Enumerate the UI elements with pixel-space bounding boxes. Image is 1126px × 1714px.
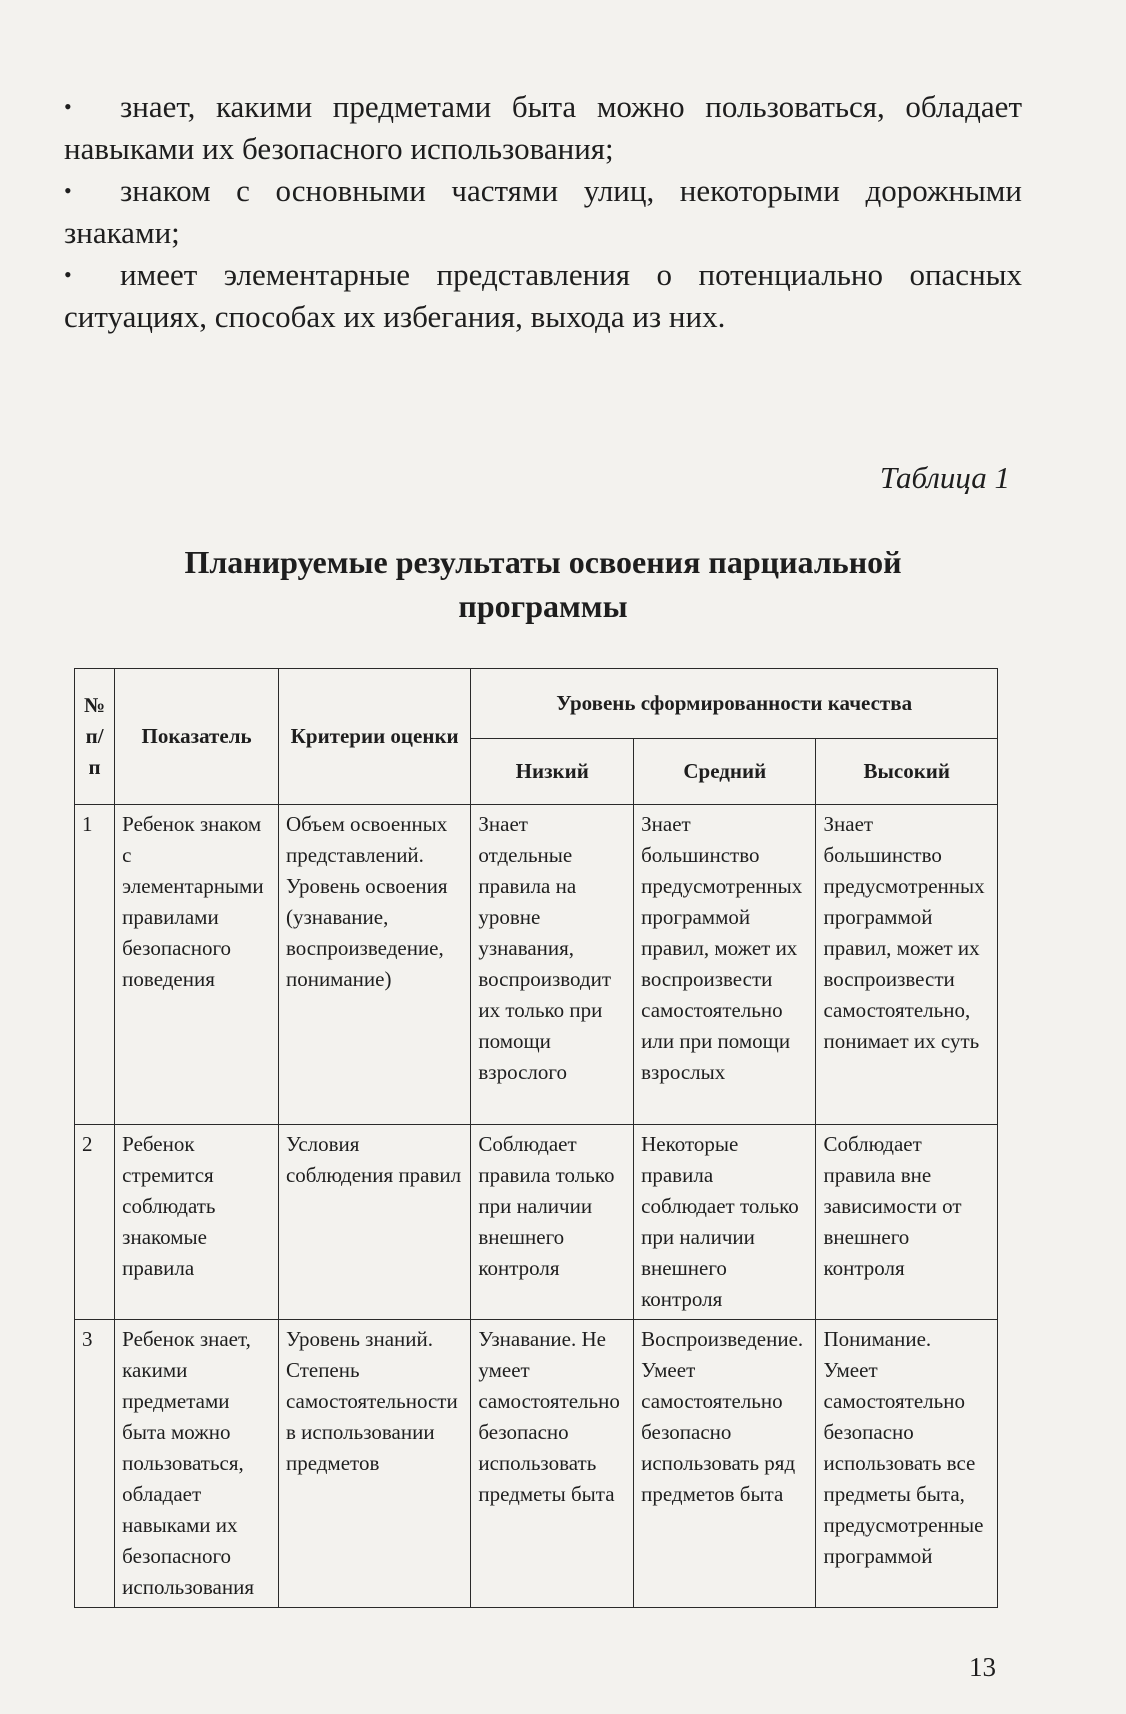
cell-criteria: Уровень знаний. Степень самостоятельности в использовании предметов	[278, 1320, 470, 1608]
cell-high: Соблюдает правила вне зависимости от внешнего контроля	[816, 1125, 998, 1320]
bullet-dot-icon: •	[64, 94, 72, 119]
cell-high: Знает большинство предусмотренных программой правил, может их воспроизвести самостоятельно, понимает их суть	[816, 805, 998, 1125]
header-mid: Средний	[634, 739, 816, 805]
cell-num: 3	[75, 1320, 115, 1608]
header-level: Уровень сформированности качества	[471, 669, 998, 739]
table-row	[75, 1320, 998, 1608]
cell-indicator: Ребенок знаком с элементарными правилами безопасного поведения	[115, 805, 279, 1125]
cell-mid: Некоторые правила соблюдает только при наличии внешнего контроля	[634, 1125, 816, 1320]
cell-low: Узнавание. Не умеет самостоятельно безопасно использовать предметы быта	[471, 1320, 634, 1608]
bullet-item: • знаком с основными частями улиц, некоторыми дорожными знаками;	[64, 170, 1022, 254]
table-header-row	[75, 669, 998, 739]
cell-criteria: Объем освоенных представлений. Уровень освоения (узнавание, воспроизведение, понимание)	[278, 805, 470, 1125]
table-row	[75, 1125, 998, 1320]
bullet-item: • знает, какими предметами быта можно пользоваться, обладает навыками их безопасного использования;	[64, 86, 1022, 170]
header-high: Высокий	[816, 739, 998, 805]
header-low: Низкий	[471, 739, 634, 805]
results-table	[74, 668, 998, 1608]
header-indicator: Показатель	[115, 669, 279, 805]
table-number-label: Таблица 1	[879, 460, 1010, 495]
cell-indicator: Ребенок знает, какими предметами быта можно пользоваться, обладает навыками их безопасного использования	[115, 1320, 279, 1608]
table-title-line: программы	[458, 588, 628, 624]
bullet-list	[64, 86, 1022, 338]
bullet-item: • имеет элементарные представления о потенциально опасных ситуациях, способах их избегания, выхода из них.	[64, 254, 1022, 338]
table-row	[75, 805, 998, 1125]
table-title-line: Планируемые результаты освоения парциальной	[184, 544, 902, 580]
cell-low: Знает отдельные правила на уровне узнавания, воспроизводит их только при помощи взрослого	[471, 805, 634, 1125]
cell-mid: Воспроизведение. Умеет самостоятельно безопасно использовать ряд предметов быта	[634, 1320, 816, 1608]
header-num: № п/п	[75, 669, 115, 805]
cell-mid: Знает большинство предусмотренных программой правил, может их воспроизвести самостоятельно или при помощи взрослых	[634, 805, 816, 1125]
cell-num: 2	[75, 1125, 115, 1320]
cell-low: Соблюдает правила только при наличии внешнего контроля	[471, 1125, 634, 1320]
cell-criteria: Условия соблюдения правил	[278, 1125, 470, 1320]
cell-num: 1	[75, 805, 115, 1125]
cell-high: Понимание. Умеет самостоятельно безопасно использовать все предметы быта, предусмотренные программой	[816, 1320, 998, 1608]
header-criteria: Критерии оценки	[278, 669, 470, 805]
bullet-dot-icon: •	[64, 262, 72, 287]
cell-indicator: Ребенок стремится соблюдать знакомые правила	[115, 1125, 279, 1320]
table-title	[64, 540, 1022, 628]
page-number: 13	[969, 1652, 996, 1682]
bullet-dot-icon: •	[64, 178, 72, 203]
